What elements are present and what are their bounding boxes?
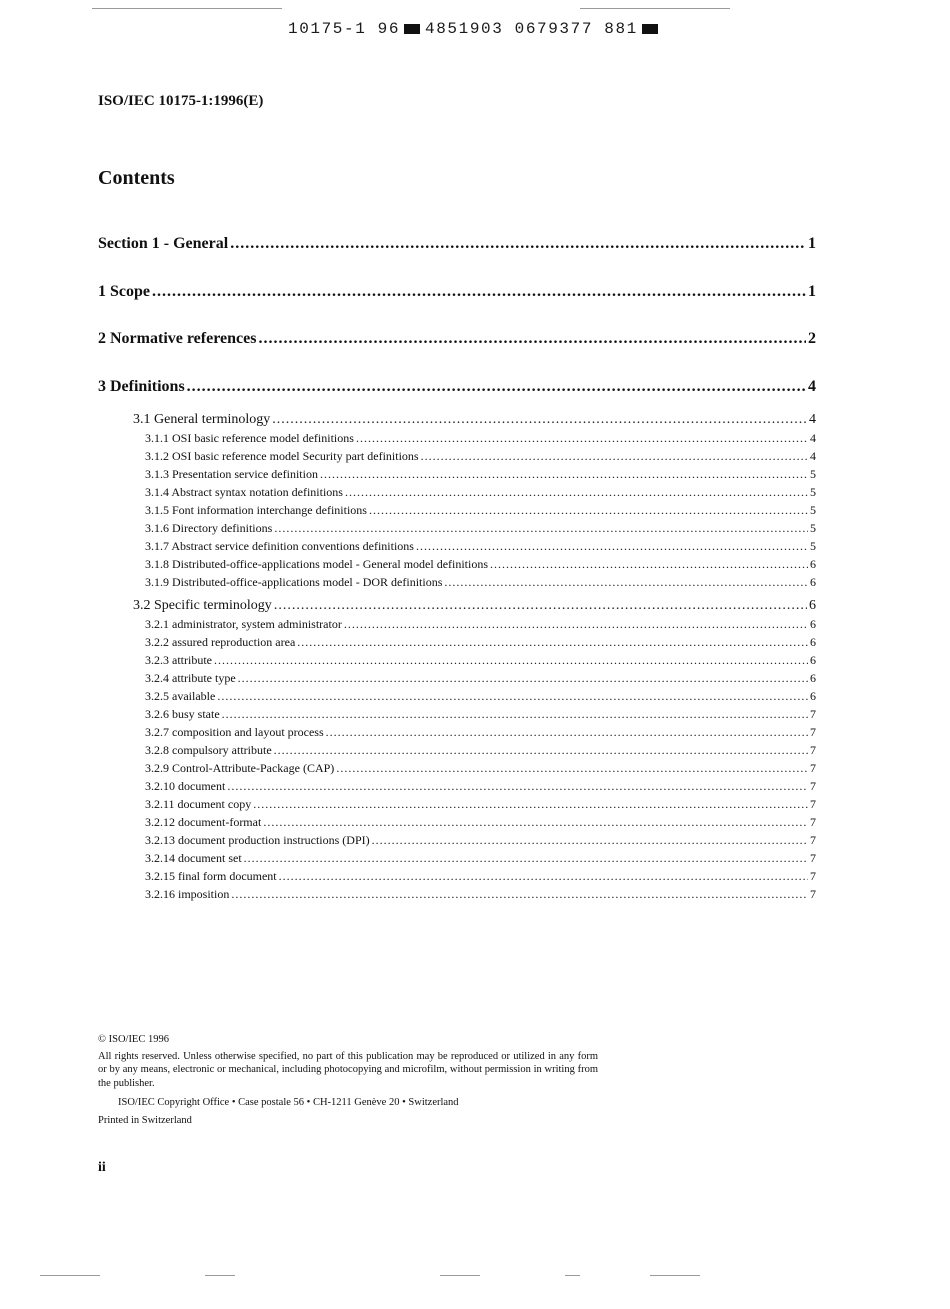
toc-leader-dots <box>230 235 806 253</box>
toc-leader-dots <box>274 598 807 614</box>
toc-entry-title: 3.2.8 compulsory attribute <box>145 743 272 757</box>
toc-entry-title: 1 Scope <box>98 283 150 300</box>
toc-entry[interactable] <box>145 431 816 447</box>
toc-entry-title: 3.2.12 document-format <box>145 815 262 829</box>
toc-entry[interactable] <box>145 635 816 651</box>
toc-entry-page: 2 <box>808 330 816 347</box>
scan-artifact-line <box>565 1275 580 1276</box>
toc-entry-page: 4 <box>808 378 816 395</box>
scan-artifact-line <box>440 1275 480 1276</box>
toc-leader-dots <box>227 779 808 794</box>
copyright-block <box>98 1033 598 1127</box>
toc-entry-title: 3.2 Specific terminology <box>133 598 272 613</box>
page-number: ii <box>98 1160 106 1175</box>
toc-leader-dots <box>490 557 808 572</box>
toc-leader-dots <box>274 743 808 758</box>
toc-entry[interactable] <box>145 851 816 867</box>
toc-entry-title: 3.2.11 document copy <box>145 797 252 811</box>
toc-entry-page: 5 <box>810 485 816 499</box>
toc-entry[interactable] <box>98 330 816 352</box>
scan-artifact-line <box>40 1275 100 1276</box>
toc-entry[interactable] <box>145 869 816 885</box>
scan-artifact-line <box>650 1275 700 1276</box>
toc-entry-title: 3.2.15 final form document <box>145 869 277 883</box>
toc-leader-dots <box>238 671 808 686</box>
toc-leader-dots <box>336 761 808 776</box>
toc-entry[interactable] <box>98 283 816 305</box>
toc-entry-title: 3.2.10 document <box>145 779 226 793</box>
toc-entry-title: 3.1.2 OSI basic reference model Security part definitions <box>145 449 419 463</box>
toc-entry-page: 4 <box>809 412 816 427</box>
toc-leader-dots <box>152 283 806 301</box>
toc-entry-page: 4 <box>810 449 816 463</box>
toc-entry-title: 3.1.9 Distributed-office-applications model - DOR definitions <box>145 575 443 589</box>
toc-leader-dots <box>244 851 808 866</box>
toc-leader-dots <box>416 539 808 554</box>
toc-entry[interactable] <box>133 598 816 616</box>
toc-entry[interactable] <box>145 725 816 741</box>
toc-entry[interactable] <box>145 779 816 795</box>
toc-entry-page: 4 <box>810 431 816 445</box>
toc-entry-title: 3.2.16 imposition <box>145 887 230 901</box>
toc-entry-page: 7 <box>810 707 816 721</box>
toc-entry[interactable] <box>145 521 816 537</box>
barcode-block <box>642 24 658 34</box>
toc-entry-title: 3.1.1 OSI basic reference model definitions <box>145 431 354 445</box>
toc-entry-page: 5 <box>810 503 816 517</box>
toc-entry-page: 6 <box>810 689 816 703</box>
toc-entry[interactable] <box>145 467 816 483</box>
toc-entry[interactable] <box>145 707 816 723</box>
toc-entry[interactable] <box>145 743 816 759</box>
toc-entry-page: 5 <box>810 521 816 535</box>
barcode-part: 10175-1 96 <box>288 20 401 38</box>
toc-entry-page: 7 <box>810 815 816 829</box>
toc-entry[interactable] <box>98 378 816 400</box>
toc-entry-page: 7 <box>810 869 816 883</box>
toc-entry[interactable] <box>145 449 816 465</box>
toc-leader-dots <box>320 467 808 482</box>
toc-entry-page: 1 <box>808 235 816 252</box>
toc-entry-page: 6 <box>810 635 816 649</box>
toc-entry-title: 3.2.13 document production instructions (DPI) <box>145 833 370 847</box>
toc-leader-dots <box>217 689 808 704</box>
toc-entry[interactable] <box>145 761 816 777</box>
copyright-notice: © ISO/IEC 1996 <box>98 1034 169 1045</box>
toc-entry-page: 6 <box>810 653 816 667</box>
toc-entry[interactable] <box>145 887 816 903</box>
toc-entry-page: 5 <box>810 539 816 553</box>
standard-id: ISO/IEC 10175-1:1996(E) <box>98 93 264 109</box>
toc-entry-title: 3.1.5 Font information interchange definitions <box>145 503 367 517</box>
toc-entry-title: 3.2.2 assured reproduction area <box>145 635 296 649</box>
scan-artifact-line <box>205 1275 235 1276</box>
toc-entry-title: 3.2.7 composition and layout process <box>145 725 324 739</box>
toc-leader-dots <box>253 797 808 812</box>
toc-entry-title: 3.1.3 Presentation service definition <box>145 467 318 481</box>
copyright-office-address: ISO/IEC Copyright Office • Case postale 56 • CH-1211 Genève 20 • Switzerland <box>118 1097 459 1108</box>
toc-entry-title: 3 Definitions <box>98 378 185 395</box>
toc-entry-page: 6 <box>810 671 816 685</box>
toc-entry-title: 3.2.9 Control-Attribute-Package (CAP) <box>145 761 335 775</box>
toc-entry-title: 2 Normative references <box>98 330 257 347</box>
toc-entry-title: 3.2.14 document set <box>145 851 242 865</box>
toc-entry-title: Section 1 - General <box>98 235 229 252</box>
toc-leader-dots <box>444 575 808 590</box>
scan-artifact-line <box>92 8 282 9</box>
barcode-header <box>288 20 663 38</box>
toc-leader-dots <box>279 869 808 884</box>
toc-entry-title: 3.1.6 Directory definitions <box>145 521 273 535</box>
rights-statement: All rights reserved. Unless otherwise specified, no part of this publication may be reproduced or utilized in any form or by any means, electronic or mechanical, including photocopying and microfilm, without permission in writing from the publisher. <box>98 1050 598 1089</box>
toc-entry[interactable] <box>145 485 816 501</box>
toc-leader-dots <box>263 815 808 830</box>
toc-entry-page: 7 <box>810 743 816 757</box>
toc-leader-dots <box>214 653 808 668</box>
toc-entry[interactable] <box>145 671 816 687</box>
toc-leader-dots <box>421 449 808 464</box>
toc-leader-dots <box>187 378 806 396</box>
toc-entry-title: 3.2.4 attribute type <box>145 671 236 685</box>
barcode-part: 4851903 0679377 881 <box>425 20 638 38</box>
toc-entry-title: 3.1.7 Abstract service definition conventions definitions <box>145 539 414 553</box>
toc-leader-dots <box>258 330 806 348</box>
toc-leader-dots <box>274 521 808 536</box>
toc-entry-title: 3.2.3 attribute <box>145 653 212 667</box>
toc-entry-title: 3.1.8 Distributed-office-applications model - General model definitions <box>145 557 489 571</box>
toc-entry[interactable] <box>145 797 816 813</box>
toc-entry[interactable] <box>145 815 816 831</box>
contents-title: Contents <box>98 167 175 189</box>
toc-entry[interactable] <box>145 557 816 573</box>
toc-entry-page: 6 <box>810 575 816 589</box>
toc-leader-dots <box>356 431 808 446</box>
toc-entry-page: 7 <box>810 779 816 793</box>
toc-leader-dots <box>345 485 808 500</box>
toc-entry-page: 5 <box>810 467 816 481</box>
toc-entry[interactable] <box>145 617 816 633</box>
toc-entry-page: 7 <box>810 761 816 775</box>
toc-entry-title: 3.1 General terminology <box>133 412 271 427</box>
toc-entry[interactable] <box>145 833 816 849</box>
toc-entry-page: 7 <box>810 887 816 901</box>
toc-entry-page: 6 <box>809 598 816 613</box>
toc-entry[interactable] <box>145 539 816 555</box>
scan-artifact-line <box>580 8 730 9</box>
toc-leader-dots <box>372 833 808 848</box>
toc-leader-dots <box>222 707 808 722</box>
toc-leader-dots <box>231 887 808 902</box>
printed-in: Printed in Switzerland <box>98 1114 192 1126</box>
barcode-block <box>404 24 420 34</box>
toc-entry-title: 3.2.1 administrator, system administrator <box>145 617 342 631</box>
toc-entry[interactable] <box>133 412 816 430</box>
toc-entry[interactable] <box>145 503 816 519</box>
toc-entry-page: 6 <box>810 557 816 571</box>
toc-entry-title: 3.2.6 busy state <box>145 707 220 721</box>
toc-entry[interactable] <box>145 575 816 591</box>
toc-leader-dots <box>344 617 808 632</box>
toc-leader-dots <box>272 412 807 428</box>
toc-entry[interactable] <box>145 689 816 705</box>
toc-leader-dots <box>369 503 808 518</box>
toc-entry-title: 3.1.4 Abstract syntax notation definitions <box>145 485 343 499</box>
toc-leader-dots <box>326 725 808 740</box>
toc-entry-page: 7 <box>810 833 816 847</box>
toc-entry-page: 7 <box>810 797 816 811</box>
toc-leader-dots <box>297 635 808 650</box>
toc-entry[interactable] <box>145 653 816 669</box>
toc-entry[interactable] <box>98 235 816 257</box>
toc-entry-page: 1 <box>808 283 816 300</box>
toc-entry-title: 3.2.5 available <box>145 689 216 703</box>
toc-entry-page: 7 <box>810 851 816 865</box>
toc-entry-page: 7 <box>810 725 816 739</box>
toc-entry-page: 6 <box>810 617 816 631</box>
